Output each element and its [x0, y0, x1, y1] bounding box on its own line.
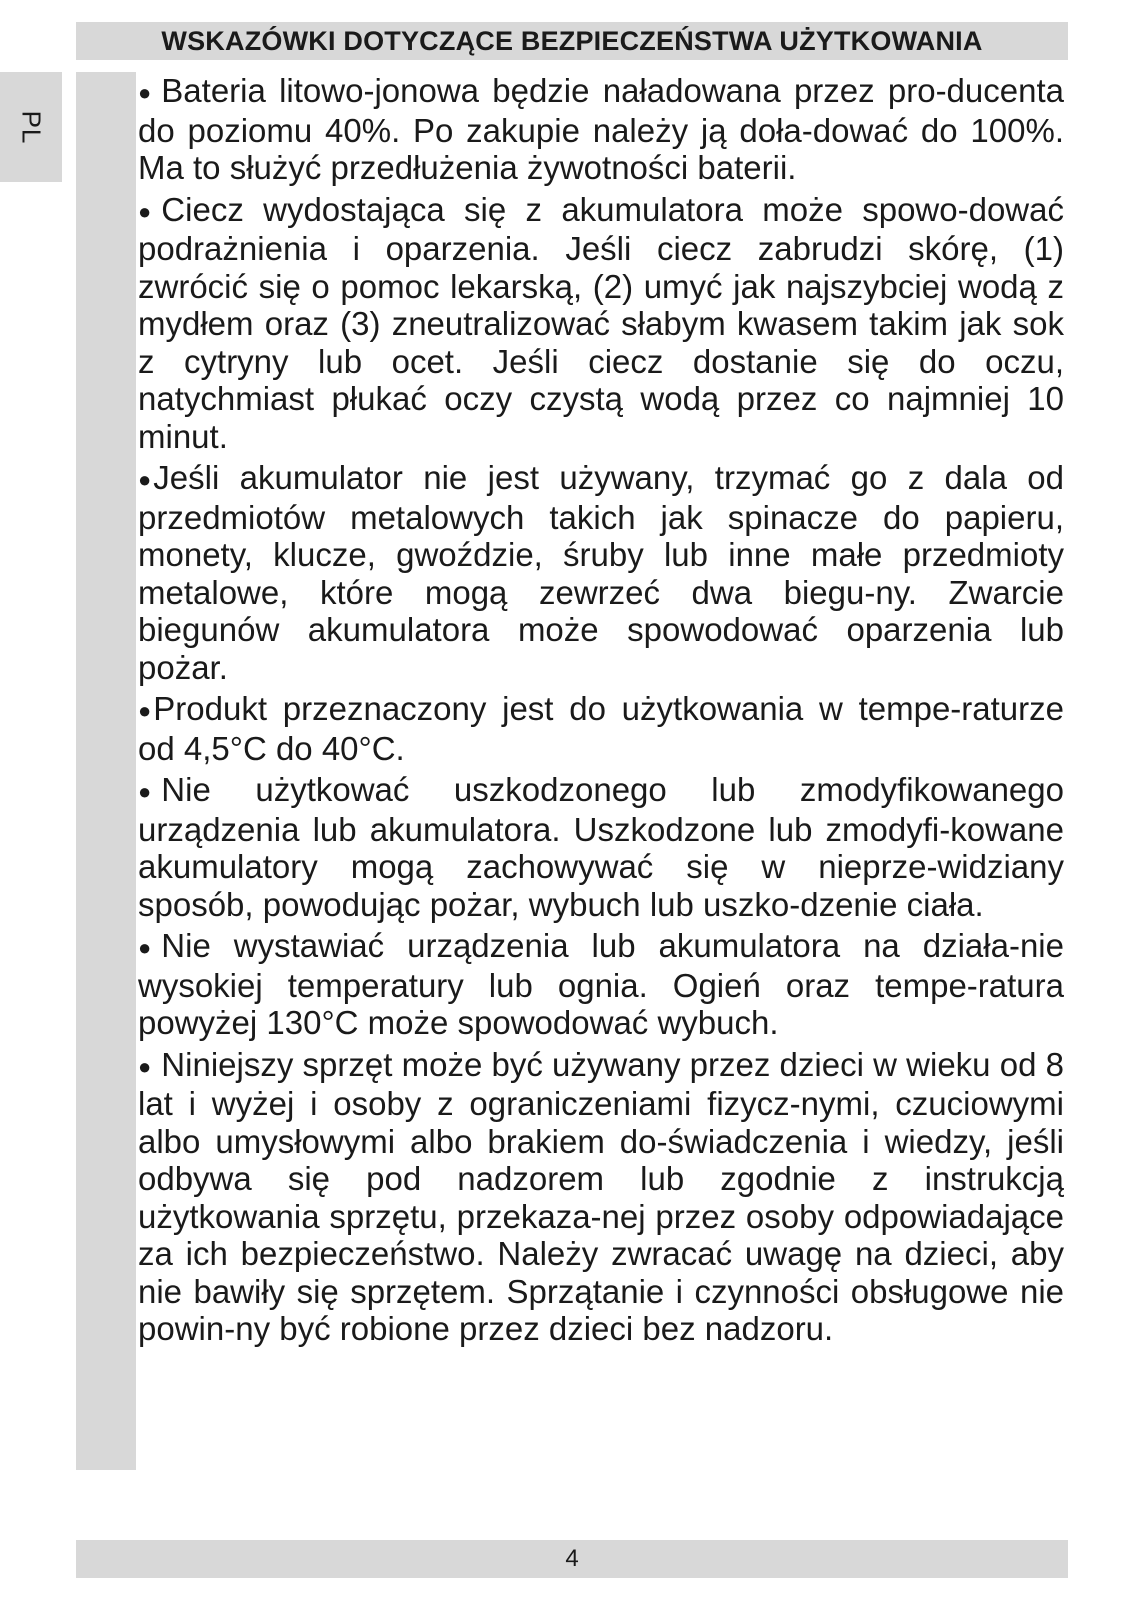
page-number: 4 [565, 1545, 579, 1572]
bullet-icon: ● [138, 935, 152, 960]
bullet-icon: ● [138, 198, 152, 224]
page-footer [76, 1540, 1068, 1578]
safety-item-text: Niniejszy sprzęt może być używany przez dzieci w wieku od 8 lat i wyżej i osoby z ograniczeniami fizycz-nymi, czuciowymi albo umysłowymi albo brakiem do-świadczenia i wiedzy, jeśli odbywa się pod nadzorem lub zgodnie z instrukcją użytkowania sprzętu, przekaza-nej przez osoby odpowiadające za ich bezpieczeństwo. Należy zwracać uwagę na dzieci, aby nie bawiły się sprzętem. Sprzątanie i czynności obsługowe nie powin-ny być robione przez dzieci bez nadzoru. [138, 1045, 1064, 1347]
safety-item-children [138, 1046, 1064, 1348]
safety-item-text: Nie użytkować uszkodzonego lub zmodyfikowanego urządzenia lub akumulatora. Uszkodzone lub zmodyfi-kowane akumulatory mogą zachowywać się w nieprze-widziany sposób, powodując pożar, wybuch lub uszko-dzenie ciała. [138, 771, 1064, 923]
bullet-icon: ● [138, 1053, 152, 1079]
safety-item-temperature-range [138, 690, 1064, 767]
bullet-icon: ● [138, 80, 152, 105]
bullet-icon: ● [138, 467, 152, 492]
safety-item-battery-charge [138, 72, 1064, 187]
bullet-icon: ● [138, 698, 152, 723]
safety-item-text: Ciecz wydostająca się z akumulatora może spowo-dować podrażnienia i oparzenia. Jeśli ciecz zabrudzi skórę, (1) zwrócić się o pomoc lekarską, (2) umyć jak najszybciej wodą z mydłem oraz (3) zneutralizować słabym kwasem takim jak sok z cytryny lub ocet. Jeśli ciecz dostanie się do oczu, natychmiast płukać oczy czystą wodą przez co najmniej 10 minut. [138, 190, 1064, 455]
safety-item-text: Produkt przeznaczony jest do użytkowania w tempe-raturze od 4,5°C do 40°C. [138, 690, 1064, 767]
safety-item-damaged-device [138, 771, 1064, 923]
safety-item-text: Nie wystawiać urządzenia lub akumulatora na działa-nie wysokiej temperatury lub ognia. Ogień oraz tempe-ratura powyżej 130°C może spowodować wybuch. [138, 927, 1064, 1041]
safety-instructions [138, 72, 1064, 1352]
section-header [76, 22, 1068, 60]
language-tab [0, 72, 62, 182]
safety-item-heat-fire [138, 927, 1064, 1042]
safety-item-text: Bateria litowo-jonowa będzie naładowana przez pro-ducenta do poziomu 40%. Po zakupie należy ją doła-dować do 100%. Ma to służyć przedłużenia żywotności baterii. [138, 72, 1064, 186]
safety-item-text: Jeśli akumulator nie jest używany, trzymać go z dala od przedmiotów metalowych takich jak spinacze do papieru, monety, klucze, gwoździe, śruby lub inne małe przedmioty metalowe, które mogą zewrzeć dwa biegu-ny. Zwarcie biegunów akumulatora może spowodować oparzenia lub pożar. [138, 459, 1064, 686]
language-label: PL [16, 110, 47, 144]
safety-item-metal-objects [138, 459, 1064, 686]
side-margin-bar [76, 72, 136, 1470]
bullet-icon: ● [138, 779, 152, 804]
safety-item-battery-liquid [138, 191, 1064, 456]
section-title: WSKAZÓWKI DOTYCZĄCE BEZPIECZEŃSTWA UŻYTKOWANIA [161, 25, 983, 56]
